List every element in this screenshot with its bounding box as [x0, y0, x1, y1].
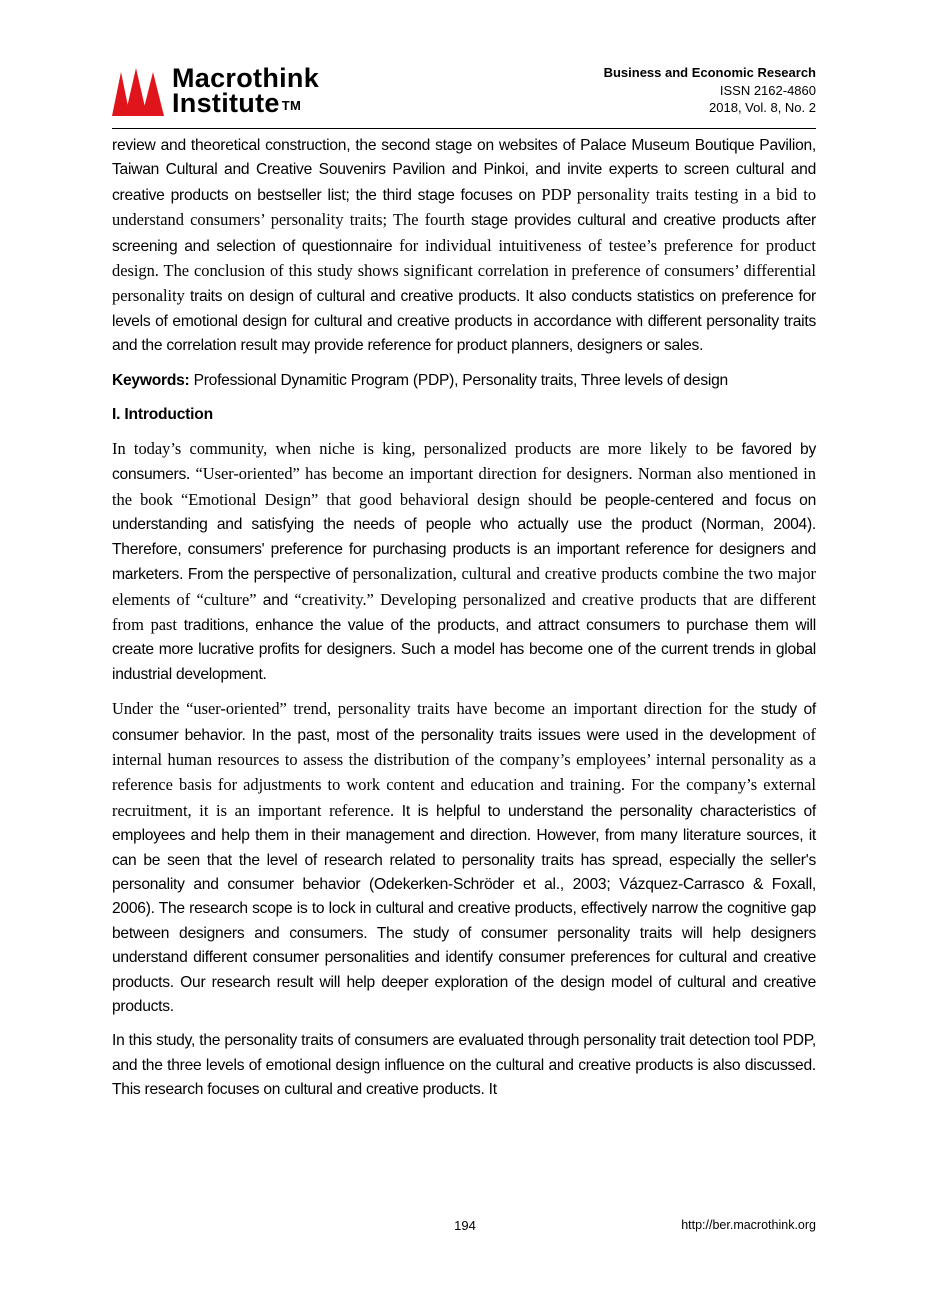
- page-number: 194: [454, 1218, 476, 1233]
- abstract-segment: for individual intuitiveness of testee’s preference for product design. The conclusion of this study shows significant correlation in preference of consumers’ differential personality: [112, 235, 816, 306]
- keywords-text: Professional Dynamitic Program (PDP), Personality traits, Three levels of design: [189, 371, 728, 389]
- footer-url-link[interactable]: http://ber.macrothink.org: [681, 1218, 816, 1232]
- journal-issn: ISSN 2162-4860: [719, 82, 816, 98]
- intro-segment: . “User-oriented” has become an important direction for designers. Norman also mentioned in the book “Emotional Design” that good behavioral design should: [112, 464, 816, 509]
- abstract-segment: stage provides cultural and creative products after screening and selection of questionnaire: [112, 212, 817, 255]
- intro-segment: and: [262, 591, 289, 609]
- logo-wordmark: [172, 63, 320, 118]
- intro-segment: personalization, cultural and creative products combine the two major elements of “culture”: [112, 564, 816, 609]
- journal-info: [604, 64, 816, 117]
- intro-segment: In today’s community, when niche is king, personalized products are more likely to: [112, 439, 717, 459]
- journal-name: Business and Economic Research: [603, 65, 816, 80]
- page-header: [112, 62, 816, 124]
- intro-paragraph-2: [112, 697, 816, 1019]
- intro-paragraph-1: [112, 437, 816, 687]
- intro-segment: Under the “user-oriented” trend, personality traits have become an important direction for the: [112, 699, 761, 719]
- abstract-segment: PDP personality traits testing in a bid to understand consumers’ personality traits; The fourth: [112, 184, 817, 230]
- intro-paragraph-3: In this study, the personality traits of consumers are evaluated through personality trait detection tool PDP, and the three levels of emotional design influence on the cultural and creative products is also discussed. This research focuses on cultural and creative products. It: [112, 1032, 816, 1099]
- abstract-segment: review and theoretical construction, the second stage on websites of Palace Museum Boutique Pavilion, Taiwan Cultural and Creative Souvenirs Pavilion and Pinkoi, and invite experts to screen cultural and creative products on bestseller list; the third stage focuses on: [112, 137, 816, 204]
- section-heading-introduction: I. Introduction: [112, 406, 213, 424]
- journal-volume: 2018, Vol. 8, No. 2: [709, 100, 816, 115]
- article-body: [112, 134, 816, 1113]
- abstract-segment: traits on design of cultural and creative products. It also conducts statistics on preference for levels of emotional design for cultural and creative products in accordance with different personality traits and the correlation result may provide reference for product planners, designers or sales.: [112, 288, 816, 355]
- intro-segment: be favored by consumers: [112, 441, 816, 484]
- header-divider: [112, 128, 816, 129]
- logo-line-1: Macrothink: [172, 63, 320, 93]
- intro-segment: “creativity.” Developing personalized and creative products that are different from past: [112, 589, 816, 634]
- trademark-symbol: TM: [281, 98, 302, 113]
- macrothink-logo-mark-icon: [112, 68, 168, 116]
- keywords-label: Keywords:: [112, 371, 190, 389]
- intro-segment: traditions, enhance the value of the products, and attract consumers to purchase them will create more lucrative profits for designers. Such a model has become one of the current trends in global industrial development.: [112, 616, 816, 683]
- publisher-logo[interactable]: [112, 63, 352, 118]
- keywords-line: [112, 369, 816, 393]
- intro-segment: It is helpful to understand the personality characteristics of employees and help them in their management and direction. However, from many literature sources, it can be seen that the level of research related to personality traits has spread, especially the seller's personality and consumer behavior (Odekerken-Schröder et al., 2003; Vázquez-Carrasco & Foxall, 2006). The research scope is to lock in cultural and creative products, effectively narrow the cognitive gap between designers and consumers. The study of consumer personality traits will help designers understand different consumer personalities and identify consumer preferences for cultural and creative products. Our research result will help deeper exploration of the design model of cultural and creative products.: [112, 802, 816, 1015]
- abstract-paragraph: [112, 134, 816, 359]
- logo-line-2: Institute: [172, 88, 280, 118]
- intro-segment: study of consumer behavior. In the past, most of the personality traits issues were used in the developme: [112, 701, 816, 744]
- intro-segment: be people-centered and focus on understanding and satisfying the needs of people who actually use the product (Norman, 2004). Therefore, consumers' preference for purchasing products is an important reference for designers and marketers. From the perspective of: [112, 491, 816, 584]
- intro-segment: nt of internal human resources to assess the distribution of the company’s employees’ internal personality as a reference basis for adjustments to work content and education and training. For the company’s external recruitment, it is an important reference.: [112, 724, 816, 820]
